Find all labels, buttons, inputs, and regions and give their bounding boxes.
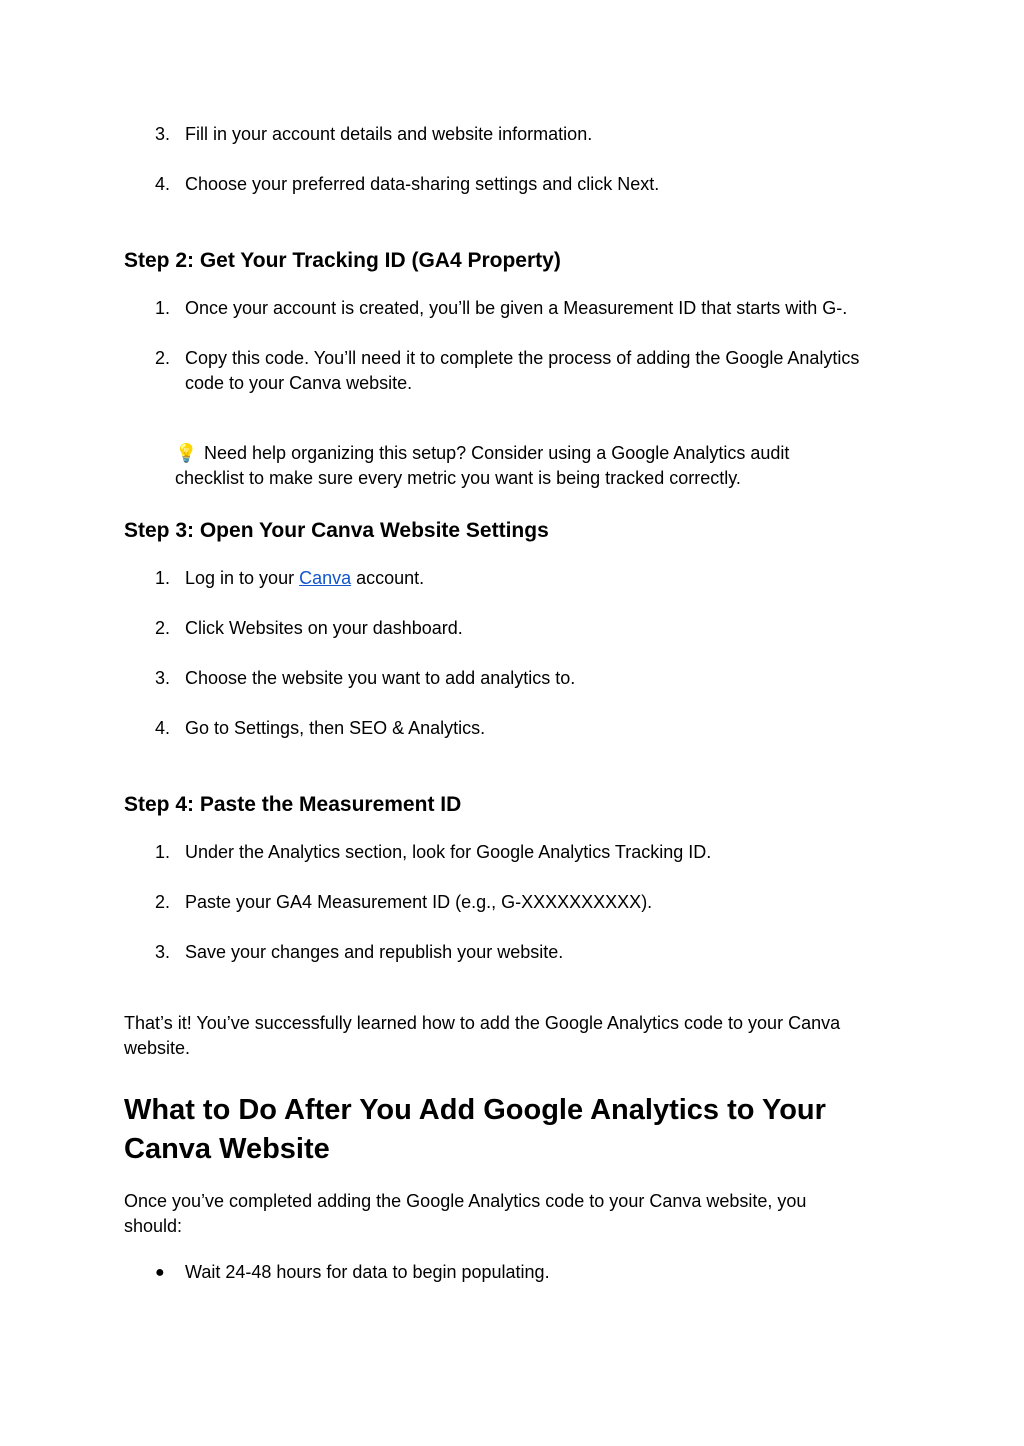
canva-link[interactable]: Canva bbox=[299, 568, 352, 588]
tip-text: Need help organizing this setup? Consider using a Google Analytics audit bbox=[204, 443, 790, 463]
list-item: Save your changes and republish your website. bbox=[185, 942, 564, 962]
list-item bbox=[185, 566, 424, 591]
list-number: 3. bbox=[154, 668, 170, 688]
lightbulb-icon: 💡 bbox=[175, 443, 198, 463]
list-item: Once your account is created, you’ll be given a Measurement ID that starts with G-. bbox=[185, 298, 848, 318]
list-number: 2. bbox=[154, 348, 170, 368]
list-number: 3. bbox=[154, 942, 170, 962]
list-number: 4. bbox=[154, 718, 170, 738]
list-number: 1. bbox=[154, 842, 170, 862]
list-item: Click Websites on your dashboard. bbox=[185, 618, 463, 638]
list-item: Copy this code. You’ll need it to complete the process of adding the Google Analytics bbox=[185, 348, 860, 368]
list-item: Fill in your account details and website information. bbox=[185, 124, 593, 144]
list-item: Go to Settings, then SEO & Analytics. bbox=[185, 718, 486, 738]
section-heading-step-3: Step 3: Open Your Canva Website Settings bbox=[124, 519, 549, 542]
list-number: 4. bbox=[154, 174, 170, 194]
intro-paragraph-continuation: should: bbox=[124, 1216, 183, 1236]
list-item-continuation: code to your Canva website. bbox=[185, 373, 413, 393]
section-heading-after-continuation: Canva Website bbox=[124, 1133, 330, 1165]
list-number: 1. bbox=[154, 298, 170, 318]
list-item: Under the Analytics section, look for Google Analytics Tracking ID. bbox=[185, 842, 712, 862]
list-item: Choose the website you want to add analytics to. bbox=[185, 668, 576, 688]
intro-paragraph: Once you’ve completed adding the Google Analytics code to your Canva website, you bbox=[124, 1191, 807, 1211]
list-item-text: Log in to your bbox=[185, 568, 300, 588]
section-heading-step-4: Step 4: Paste the Measurement ID bbox=[124, 793, 462, 816]
bullet-item: Wait 24-48 hours for data to begin populating. bbox=[185, 1262, 550, 1282]
section-heading-step-2: Step 2: Get Your Tracking ID (GA4 Property) bbox=[124, 249, 561, 272]
section-heading-after: What to Do After You Add Google Analytics to Your bbox=[124, 1094, 826, 1126]
list-item: Paste your GA4 Measurement ID (e.g., G-XXXXXXXXXX). bbox=[185, 892, 653, 912]
list-number: 3. bbox=[154, 124, 170, 144]
closing-paragraph-continuation: website. bbox=[124, 1038, 191, 1058]
closing-paragraph: That’s it! You’ve successfully learned how to add the Google Analytics code to your Canva bbox=[124, 1013, 841, 1033]
tip-text-continuation: checklist to make sure every metric you want is being tracked correctly. bbox=[175, 468, 741, 488]
list-number: 1. bbox=[154, 568, 170, 588]
list-item-text: account. bbox=[351, 568, 425, 588]
list-item: Choose your preferred data-sharing settings and click Next. bbox=[185, 174, 660, 194]
bullet-dot-icon: ● bbox=[155, 1264, 165, 1281]
list-number: 2. bbox=[154, 618, 170, 638]
list-number: 2. bbox=[154, 892, 170, 912]
